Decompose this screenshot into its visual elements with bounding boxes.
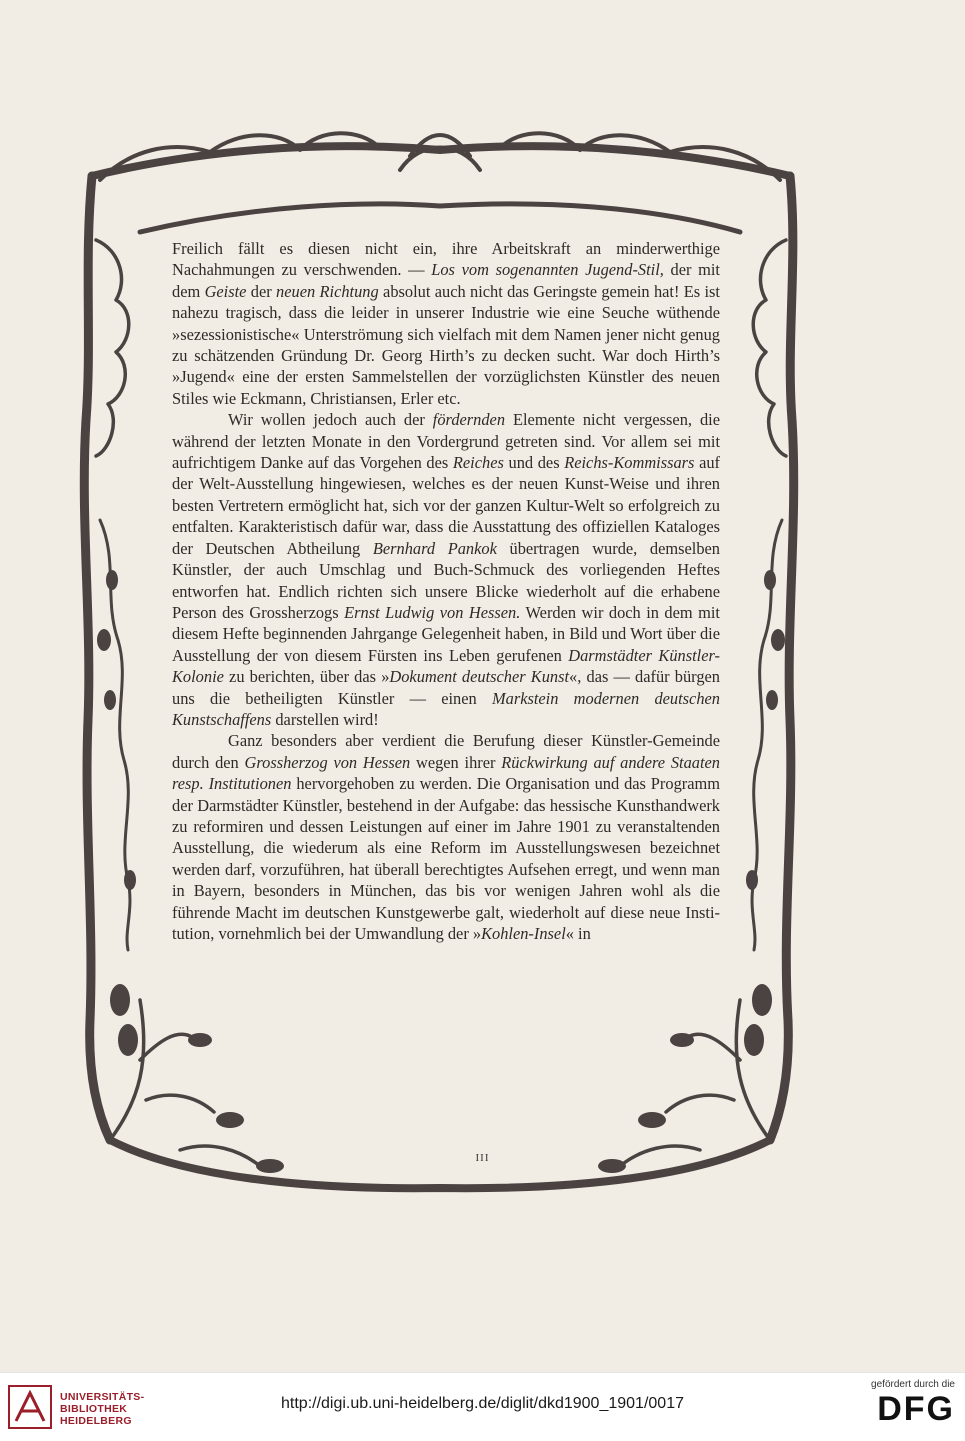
text-run: Freilich fällt es diesen nicht ein, ihre Arbeitskraft an minderwerthige Nachahmungen zu verschwenden. — (172, 239, 720, 280)
paragraph (172, 238, 720, 409)
right-oak-leaves (753, 240, 786, 456)
leaf (106, 570, 118, 590)
text-run: Ganz besonders aber verdient die Berufung dieser Künstler-Gemeinde durch den (172, 731, 720, 772)
leaf (188, 1033, 212, 1047)
italic-run: Los vom sogenannten Jugend-Stil, (431, 260, 664, 280)
left-oak-leaves (96, 240, 129, 456)
leaf (97, 629, 111, 651)
library-line-3: HEIDELBERG (60, 1415, 132, 1427)
leaf (771, 629, 785, 651)
italic-run: Markstein modernen deutschen Kunstschaffens (172, 688, 720, 729)
frame-right-stem (770, 176, 794, 1140)
text-run: übertragen wurde, demselben Künstler, der auch Umschlag und Buch-Schmuck des vorliegenden Heftes entworfen hat. Endlich richten sich unsere Blicke wiederholt auf die erhabene Person des Grossherzogs (172, 538, 720, 622)
leaf (744, 1024, 764, 1056)
footer-bar (0, 1372, 965, 1441)
dfg-wordmark: DFG (877, 1390, 955, 1428)
page-number: III (475, 1152, 490, 1164)
top-leaf-scroll-right (500, 133, 780, 180)
text-run: absolut auch nicht das Geringste gemein hat! Es ist nahezu tragisch, dass die leider in unserer Industrie wie eine Seuche wüthende »sezessionistische« Unterströmung sich vielfach mit dem Namen jener nicht genug zu schätzenden Gründung Dr. Georg Hirth’s zu decken sucht. War doch Hirth’s »Jugend« eine der ersten Sammelstellen der vorzüglichsten Künstler des neuen Stiles wie Eckmann, Christiansen, Erler etc. (172, 281, 720, 408)
text-run: wegen ihrer (410, 752, 502, 772)
leaf (766, 690, 778, 710)
italic-run: Grossherzog von Hessen (244, 752, 411, 772)
text-run: hervorgehoben zu werden. Die Organisation und das Programm der Darmstädter Künstler, bestehend in der Aufgabe: das hessische Kunsthandwerk zu reformiren und dessen Leistungen auf einer im Jahre 1901 zu veranstaltenden Ausstellung, die wiederum als eine Reform im Ausstellungswesen bezeichnet werden darf, vorzuführen, hat überall berechtigtes Aufsehen erregt, und wenn man in Bayern, besonders in München, das bis vor wenigen Jahren wohl als die führende Macht im deutschen Kunstgewerbe galt, wiederholt auf diese neue Institution, vornehmlich bei der Umwandlung der » (172, 774, 721, 943)
italic-run: Kohlen-Insel (481, 924, 566, 943)
top-leaf-scroll-left (100, 133, 380, 180)
leaf (746, 870, 758, 890)
leaf (638, 1112, 666, 1128)
permalink-url[interactable]: http://digi.ub.uni-heidelberg.de/diglit/dkd1900_1901/0017 (281, 1395, 684, 1412)
text-run: der mit dem (172, 260, 720, 301)
text-run: Werden wir doch in dem mit diesem Hefte beginnenden Jahrgange Gelegenheit haben, in Bild und Wort über die Ausstellung der von diesem Fürsten ins Leben gerufenen (172, 602, 720, 665)
text-run: «, das — dafür bürgen uns die betheiligten Künstler — einen (172, 667, 720, 708)
italic-run: Darmstädter Künstler-Kolonie (172, 645, 721, 687)
library-line-2: BIBLIOTHEK (60, 1403, 128, 1415)
leaf (216, 1112, 244, 1128)
italic-run: Ernst Ludwig von Hessen. (344, 602, 521, 622)
paragraph (172, 730, 720, 944)
text-run: zu berichten, über das » (223, 667, 390, 687)
dfg-caption: gefördert durch die (871, 1379, 955, 1390)
text-run: auf der Welt-Ausstellung hingewiesen, welches es der neuen Kunst-Weise und ihren besten Vertretern ermöglicht hat, sich vor der ganzen Kultur-Welt so erfolgreich zu entfalten. Karakteristisch dafür war, dass die Ausstattung des offiziellen Kataloges der Deutschen Abtheilung (172, 453, 721, 558)
leaf (752, 984, 772, 1016)
text-run: und des (503, 453, 565, 473)
italic-run: Rückwirkung auf andere Staaten resp. Institutionen (172, 752, 720, 794)
leaf (764, 570, 776, 590)
text-run: Elemente nicht vergessen, die während der letzten Monate in den Vordergrund getreten sind. Vor allem sei mit aufrichtigem Danke auf das Vorgehen des (172, 410, 720, 473)
leaf (118, 1024, 138, 1056)
bottom-right-spray (620, 1000, 770, 1166)
italic-run: neuen Richtung (276, 281, 379, 301)
library-line-1: UNIVERSITÄTS- (60, 1391, 145, 1403)
text-run: « in (565, 924, 591, 943)
italic-run: Reiches (452, 453, 504, 473)
frame-left-stem (84, 176, 110, 1140)
italic-run: fördernden (432, 410, 506, 430)
leaf (110, 984, 130, 1016)
text-run: der (246, 281, 277, 301)
leaf (670, 1033, 694, 1047)
text-run: Wir wollen jedoch auch der (228, 410, 433, 430)
leaf (124, 870, 136, 890)
italic-run: Bernhard Pankok (372, 538, 497, 558)
dfg-logo[interactable] (855, 1379, 955, 1435)
italic-run: Geiste (204, 281, 247, 301)
leaf (104, 690, 116, 710)
italic-run: Dokument deutscher Kunst (389, 667, 570, 687)
frame-top-inner-line (140, 204, 740, 232)
article-text (172, 238, 720, 944)
text-run: darstellen wird! (271, 709, 379, 729)
paragraph (172, 409, 720, 730)
italic-run: Reichs-Kommissars (564, 453, 695, 473)
bottom-left-spray (110, 1000, 260, 1166)
